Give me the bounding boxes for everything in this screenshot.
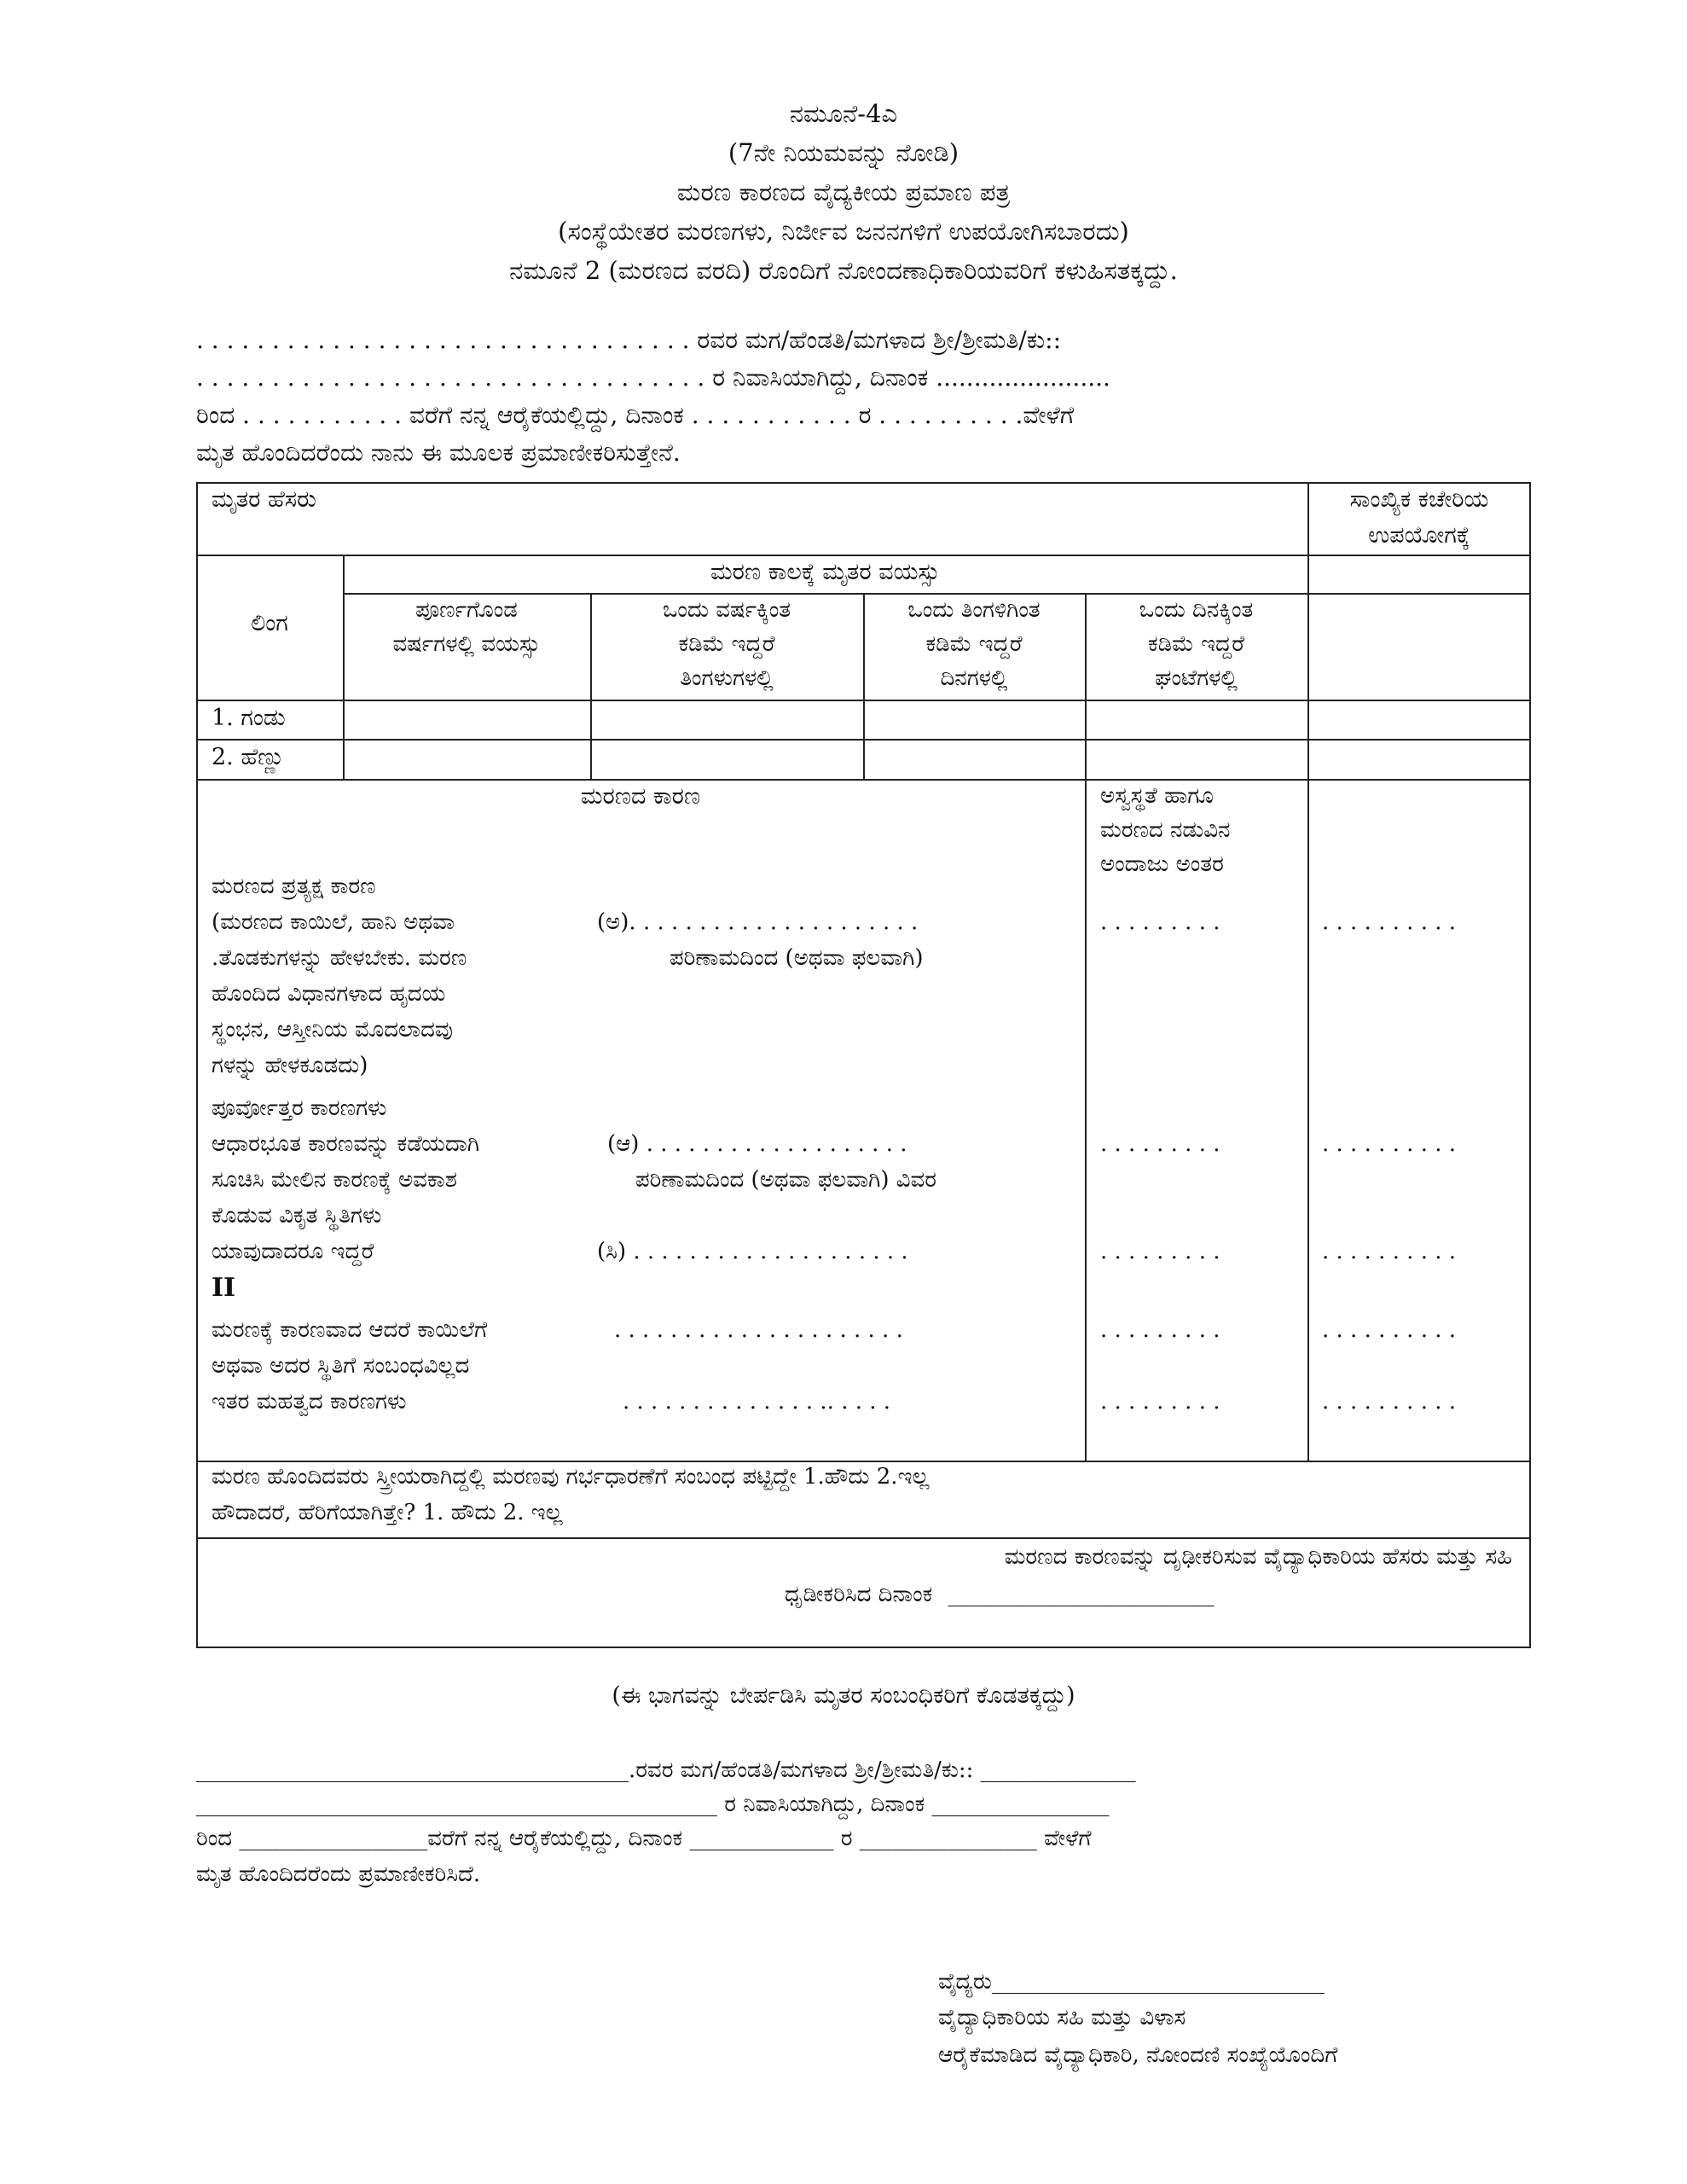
interval-header-2: ಮರಣದ ನಡುವಿನ xyxy=(1100,817,1231,843)
form-number: ನಮೂನೆ-4ಎ xyxy=(789,99,898,128)
sex-row-male: 1. ಗಂಡು xyxy=(212,705,286,731)
certified-date-blank: ________________________ xyxy=(948,1582,1215,1607)
antecedent-4: ಕೊಡುವ ವಿಕೃತ ಸ್ಥಿತಿಗಳು xyxy=(212,1203,382,1228)
age-col-years-1: ಪೂರ್ಣಗೊಂಡ xyxy=(415,597,518,623)
age-col-days-2: ಕಡಿಮೆ ಇದ್ದರೆ xyxy=(925,631,1023,657)
tear-off-line-1: _______________________________________.ರವರ ಮಗ/ಹೆಂಡತಿ/ಮಗಳಾದ ಶ್ರೀ/ಶ್ರೀಮತಿ/ಕು:: ______________ xyxy=(196,1757,1136,1783)
certified-date-label: ಧೃಡೀಕರಿಸಿದ ದಿನಾಂಕ xyxy=(785,1582,933,1607)
age-col-days-1: ಒಂದು ತಿಂಗಳಿಗಿಂತ xyxy=(907,597,1041,623)
interval-dots-a: . . . . . . . . . xyxy=(1100,909,1220,935)
other-dots-1: . . . . . . . . . . . . . . . . . . . . . xyxy=(614,1317,903,1343)
other-cause-2: ಅಥವಾ ಅದರ ಸ್ಥಿತಿಗೆ ಸಂಬಂಧವಿಲ್ಲದ xyxy=(212,1353,470,1379)
interval-dots-b: . . . . . . . . . xyxy=(1100,1131,1220,1157)
deceased-name-label: ಮೃತರ ಹೆಸರು xyxy=(212,486,317,513)
interval-dots-c: . . . . . . . . . xyxy=(1100,1239,1220,1264)
certified-date-row xyxy=(785,1582,1215,1608)
immediate-cause-2: (ಮರಣದ ಕಾಯಿಲೆ, ಹಾನಿ ಅಥವಾ xyxy=(212,909,455,935)
office-dots-b: . . . . . . . . . . xyxy=(1322,1131,1457,1157)
part-two-label: II xyxy=(212,1273,236,1303)
antecedent-2: ಆಧಾರಭೂತ ಕಾರಣವನ್ನು ಕಡೆಯದಾಗಿ xyxy=(212,1131,480,1157)
age-col-hours-3: ಘಂಟೆಗಳಲ್ಲಿ xyxy=(1155,665,1238,691)
sex-label: ಲಿಂಗ xyxy=(251,610,288,636)
office-dots-e: . . . . . . . . . . xyxy=(1322,1389,1457,1414)
immediate-cause-3: .ತೊಡಕುಗಳನ್ನು ಹೇಳಬೇಕು. ಮರಣ xyxy=(212,945,467,971)
cause-line-c: (ಸಿ) . . . . . . . . . . . . . . . . . . . . xyxy=(597,1239,908,1264)
age-col-months-2: ಕಡಿಮೆ ಇದ್ದರೆ xyxy=(678,631,775,657)
immediate-cause-6: ಗಳನ್ನು ಹೇಳಕೂಡದು) xyxy=(212,1053,368,1078)
age-col-months-1: ಒಂದು ವರ್ಷಕ್ಕಿಂತ xyxy=(662,597,791,623)
interval-header-1: ಅಸ್ವಸ್ಥತೆ ಹಾಗೂ xyxy=(1100,783,1214,809)
sex-row-female: 2. ಹೆಣ್ಣು xyxy=(212,744,285,770)
declaration-line-2: . . . . . . . . . . . . . . . . . . . . . . . . . . . . . . . . . . ರ ನಿವಾಸಿಯಾಗಿದ್ದು, ದಿನಾಂಕ ....................... xyxy=(196,363,1110,392)
tear-off-line-2: _______________________________________________ ರ ನಿವಾಸಿಯಾಗಿದ್ದು, ದಿನಾಂಕ ________________ xyxy=(196,1792,1110,1817)
other-cause-3: ಇತರ ಮಹತ್ವದ ಕಾರಣಗಳು xyxy=(212,1389,407,1414)
cause-header: ಮರಣದ ಕಾರಣ xyxy=(580,783,701,810)
pregnancy-question: ಮರಣ ಹೊಂದಿದವರು ಸ್ತ್ರೀಯರಾಗಿದ್ದಲ್ಲಿ ಮರಣವು ಗರ್ಭಧಾರಣೆಗೆ ಸಂಬಂಧ ಪಟ್ಟಿದ್ದೇ 1.ಹೌದು 2.ಇಲ್ಲ xyxy=(212,1464,930,1490)
page-title: ಮರಣ ಕಾರಣದ ವೈದ್ಯಕೀಯ ಪ್ರಮಾಣ ಪತ್ರ xyxy=(676,177,1011,206)
office-dots-d: . . . . . . . . . . xyxy=(1322,1317,1457,1343)
immediate-cause-1: ಮರಣದ ಪ್ರತ್ಯಕ್ಷ ಕಾರಣ xyxy=(212,874,376,899)
age-col-years-2: ವರ್ಷಗಳಲ್ಲಿ ವಯಸ್ಸು xyxy=(392,631,541,657)
cause-line-b-result: ಪರಿಣಾಮದಿಂದ (ಅಥವಾ ಫಲವಾಗಿ) ವಿವರ xyxy=(635,1167,936,1193)
interval-header-3: ಅಂದಾಜು ಅಂತರ xyxy=(1100,851,1224,877)
antecedent-3: ಸೂಚಿಸಿ ಮೇಲಿನ ಕಾರಣಕ್ಕೆ ಅವಕಾಶ xyxy=(212,1167,457,1193)
declaration-line-3: ರಿಂದ . . . . . . . . . . . ವರೆಗೆ ನನ್ನ ಆರೈಕೆಯಲ್ಲಿದ್ದು, ದಿನಾಂಕ . . . . . . . . . . . ರ . . . . . . . . . .ವೇಳೆಗೆ xyxy=(196,401,1075,429)
rule-reference: (7ನೇ ನಿಯಮವನ್ನು ನೋಡಿ) xyxy=(728,138,959,167)
office-dots-a: . . . . . . . . . . xyxy=(1322,909,1457,935)
sign-address-label: ವೈದ್ಯಾಧಿಕಾರಿಯ ಸಹಿ ಮತ್ತು ವಿಳಾಸ xyxy=(938,2005,1186,2030)
cause-line-b: (ಆ) . . . . . . . . . . . . . . . . . . . xyxy=(607,1131,907,1157)
age-col-days-3: ದಿನಗಳಲ್ಲಿ xyxy=(940,665,1008,691)
office-use-label-2: ಉಪಯೋಗಕ್ಕೆ xyxy=(1368,522,1470,549)
interval-dots-d: . . . . . . . . . xyxy=(1100,1317,1220,1343)
age-col-hours-2: ಕಡಿಮೆ ಇದ್ದರೆ xyxy=(1148,631,1244,657)
declaration-line-4: ಮೃತ ಹೊಂದಿದರೆಂದು ನಾನು ಈ ಮೂಲಕ ಪ್ರಮಾಣೀಕರಿಸುತ್ತೇನೆ. xyxy=(196,439,681,467)
tear-off-instruction: (ಈ ಭಾಗವನ್ನು ಬೇರ್ಪಡಿಸಿ ಮೃತರ ಸಂಬಂಧಿಕರಿಗೆ ಕೊಡತಕ್ಕದ್ದು) xyxy=(612,1682,1075,1709)
interval-dots-e: . . . . . . . . . xyxy=(1100,1389,1220,1414)
cause-line-a-result: ಪರಿಣಾಮದಿಂದ (ಅಥವಾ ಫಲವಾಗಿ) xyxy=(670,945,924,971)
antecedent-1: ಪೂರ್ವೋತ್ತರ ಕಾರಣಗಳು xyxy=(212,1095,387,1121)
office-use-label-1: ಸಾಂಖ್ಯಿಕ ಕಚೇರಿಯ xyxy=(1349,486,1489,513)
delivery-question: ಹೌದಾದರೆ, ಹೆರಿಗೆಯಾಗಿತ್ತೇ? 1. ಹೌದು 2. ಇಲ್ಲ xyxy=(212,1500,563,1525)
usage-note: (ಸಂಸ್ಥೆಯೇತರ ಮರಣಗಳು, ನಿರ್ಜೀವ ಜನನಗಳಿಗೆ ಉಪಯೋಗಿಸಬಾರದು) xyxy=(558,217,1129,246)
declaration-line-1: . . . . . . . . . . . . . . . . . . . . . . . . . . . . . . . . . ರವರ ಮಗ/ಹೆಂಡತಿ/ಮಗಳಾದ ಶ್ರೀ/ಶ್ರೀಮತಿ/ಕು:: xyxy=(196,326,1062,354)
age-col-months-3: ತಿಂಗಳುಗಳಲ್ಲಿ xyxy=(680,665,774,691)
attending-doctor-label: ಆರೈಕೆಮಾಡಿದ ವೈದ್ಯಾಧಿಕಾರಿ, ನೋಂದಣಿ ಸಂಖ್ಯೆಯೊಂದಿಗೆ xyxy=(938,2042,1338,2068)
doctor-sign-label: ಮರಣದ ಕಾರಣವನ್ನು ದೃಢೀಕರಿಸುವ ವೈದ್ಯಾಧಿಕಾರಿಯ ಹೆಸರು ಮತ್ತು ಸಹಿ xyxy=(1004,1544,1512,1570)
immediate-cause-4: ಹೊಂದಿದ ವಿಧಾನಗಳಾದ ಹೃದಯ xyxy=(212,981,446,1007)
office-dots-c: . . . . . . . . . . xyxy=(1322,1239,1457,1264)
doctor-signature-line: ವೈದ್ಯರು______________________________ xyxy=(938,1969,1325,1995)
tear-off-line-3: ರಿಂದ _________________ವರೆಗೆ ನನ್ನ ಆರೈಕೆಯಲ್ಲಿದ್ದು, ದಿನಾಂಕ _____________ ರ ________________ ವೇಳೆಗೆ xyxy=(196,1826,1092,1851)
antecedent-5: ಯಾವುದಾದರೂ ಇದ್ದರೆ xyxy=(212,1239,374,1264)
immediate-cause-5: ಸ್ಥಂಭನ, ಆಸ್ತೀನಿಯ ಮೊದಲಾದವು xyxy=(212,1017,454,1043)
age-at-death-header: ಮರಣ ಕಾಲಕ್ಕೆ ಮೃತರ ವಯಸ್ಸು xyxy=(710,559,941,585)
submission-instruction: ನಮೂನೆ 2 (ಮರಣದ ವರದಿ) ರೊಂದಿಗೆ ನೋಂದಣಾಧಿಕಾರಿಯವರಿಗೆ ಕಳುಹಿಸತಕ್ಕದ್ದು. xyxy=(509,256,1178,285)
age-col-hours-1: ಒಂದು ದಿನಕ್ಕಿಂತ xyxy=(1139,597,1254,623)
other-dots-2: . . . . . . . . . . . . . . .. . . . . xyxy=(623,1389,891,1414)
cause-line-a: (ಅ). . . . . . . . . . . . . . . . . . . . . xyxy=(597,909,919,935)
other-cause-1: ಮರಣಕ್ಕೆ ಕಾರಣವಾದ ಆದರೆ ಕಾಯಿಲೆಗೆ xyxy=(212,1317,488,1343)
tear-off-line-4: ಮೃತ ಹೊಂದಿದರೆಂದು ಪ್ರಮಾಣೀಕರಿಸಿದೆ. xyxy=(196,1862,481,1887)
